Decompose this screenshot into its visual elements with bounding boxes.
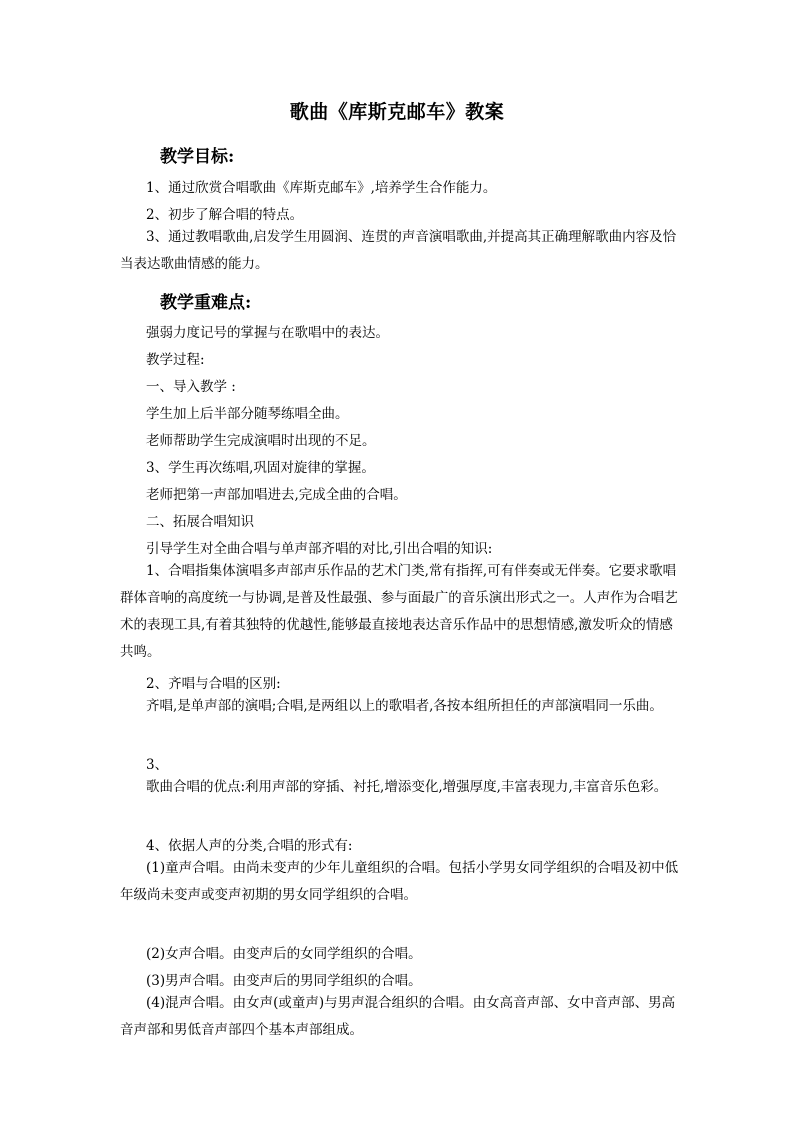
key-points-text: 强弱力度记号的掌握与在歌唱中的表达。	[146, 325, 389, 341]
section-1-line-3: 3、学生再次练唱,巩固对旋律的掌握。	[146, 460, 375, 476]
section-1-line-2: 老师帮助学生完成演唱时出现的不足。	[146, 433, 376, 449]
advantages-number: 3、	[146, 757, 169, 773]
document-title: 歌曲《库斯克邮车》教案	[289, 101, 505, 123]
section-2-intro: 引导学生对全曲合唱与单声部齐唱的对比,引出合唱的知识:	[146, 541, 493, 557]
goal-item-2: 2、初步了解合唱的特点。	[146, 207, 304, 223]
form-mixed-chorus: (4)混声合唱。由女声(或童声)与男声混合组织的合唱。由女高音声部、女中音声部、男高音声部和男低音声部四个基本声部组成。	[120, 995, 676, 1038]
chorus-definition-paragraph: 1、合唱指集体演唱多声部声乐作品的艺术门类,常有指挥,可有伴奏或无伴奏。它要求歌唱群体音响的高度统一与协调,是普及性最强、参与面最广的音乐演出形式之一。人声作为合唱艺术的表现工具,有着其独特的优越性,能够最直接地表达音乐作品中的思想情感,激发听众的情感共鸣。	[120, 563, 678, 660]
form-female-chorus: (2)女声合唱。由变声后的女同学组织的合唱。	[146, 946, 422, 962]
section-2-heading: 二、拓展合唱知识	[146, 514, 254, 530]
difference-heading: 2、齐唱与合唱的区别:	[146, 676, 281, 692]
form-children-chorus: (1)童声合唱。由尚未变声的少年儿童组织的合唱。包括小学男女同学组织的合唱及初中低年级尚未变声或变声初期的男女同学组织的合唱。	[120, 860, 679, 903]
advantages-paragraph: 歌曲合唱的优点:利用声部的穿插、衬托,增添变化,增强厚度,丰富表现力,丰富音乐色彩。	[146, 779, 668, 795]
goals-heading: 教学目标:	[160, 147, 235, 167]
forms-heading: 4、依据人声的分类,合唱的形式有:	[146, 838, 353, 854]
process-heading: 教学过程:	[146, 352, 205, 368]
goal-item-1: 1、通过欣赏合唱歌曲《库斯克邮车》,培养学生合作能力。	[146, 180, 497, 196]
key-points-heading: 教学重难点:	[160, 293, 252, 313]
difference-paragraph: 齐唱,是单声部的演唱;合唱,是两组以上的歌唱者,各按本组所担任的声部演唱同一乐曲。	[146, 698, 663, 714]
section-1-line-4: 老师把第一声部加唱进去,完成全曲的合唱。	[146, 487, 407, 503]
form-male-chorus: (3)男声合唱。由变声后的男同学组织的合唱。	[146, 973, 422, 989]
section-1-line-1: 学生加上后半部分随琴练唱全曲。	[146, 406, 349, 422]
goal-item-3: 3、通过教唱歌曲,启发学生用圆润、连贯的声音演唱歌曲,并提高其正确理解歌曲内容及恰当表达歌曲情感的能力。	[120, 229, 677, 272]
section-1-heading: 一、导入教学 :	[146, 379, 236, 395]
